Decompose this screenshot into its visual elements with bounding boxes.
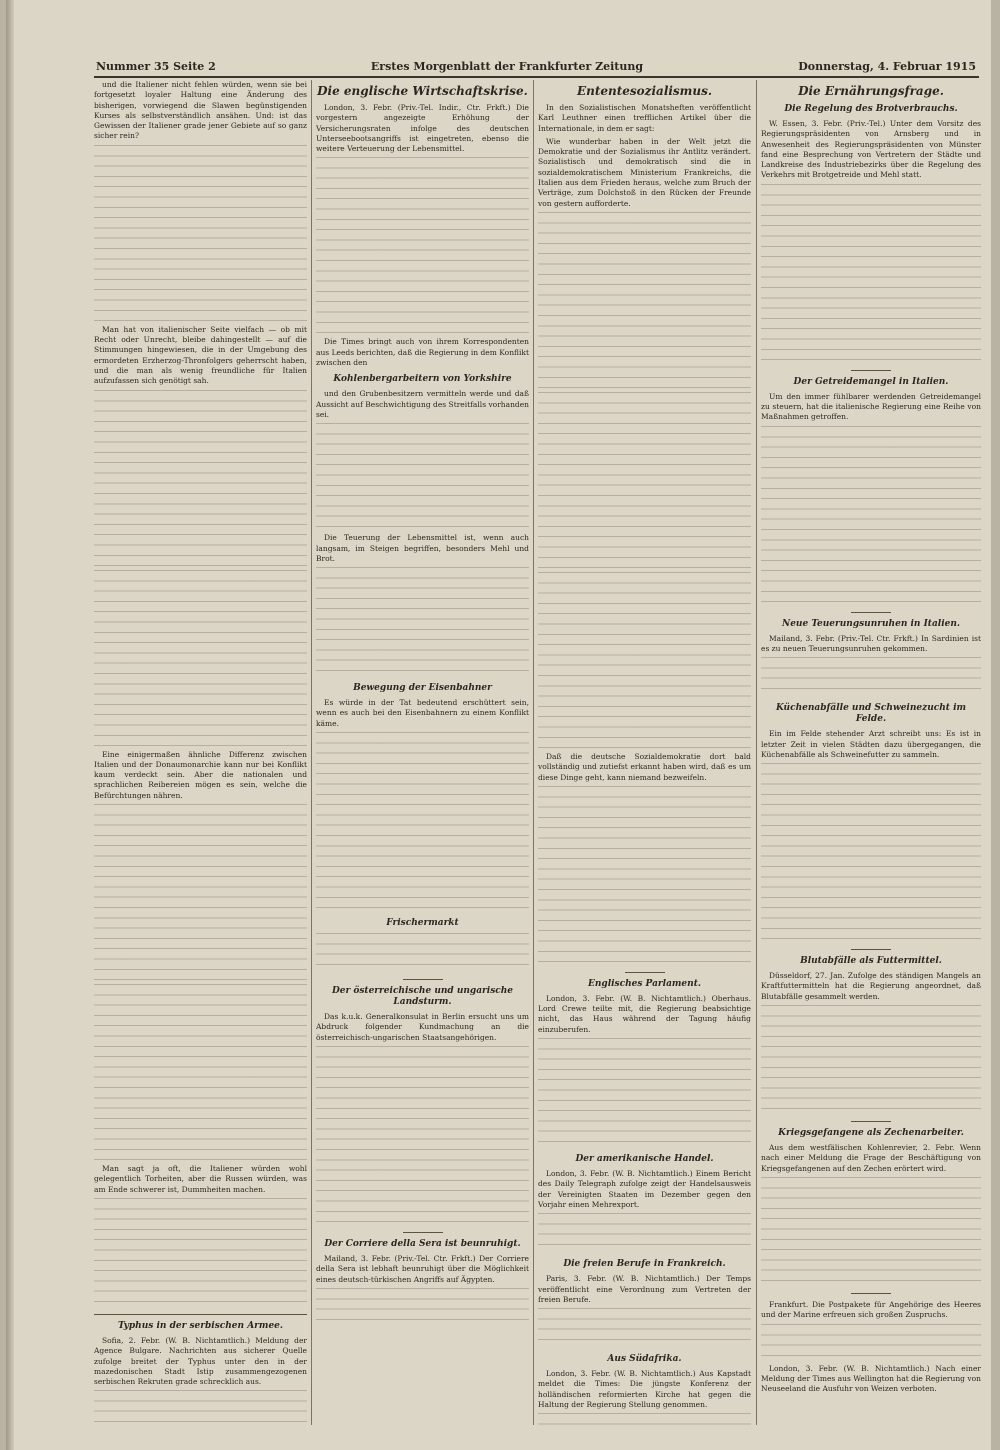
- article-paragraph: und den Grubenbesitzern vermitteln werde und daß Aussicht auf Beschwichtigung des Streitfalls vorhanden sei.: [316, 389, 529, 419]
- column-4: [761, 80, 981, 1425]
- article-paragraph: Wie wunderbar haben in der Welt jetzt die Demokratie und der Sozialismus ihr Antlitz verändert. Sozialistisch und demokratisch sind die in sozialdemokratischem Ministerium Frankreichs, die Italien aus dem Frieden heraus, welche zum Bruch der Verträge, zum Dolchstoß in den Rücken der Freunde von gestern aufforderte.: [538, 136, 751, 208]
- article-rule: [851, 370, 891, 371]
- page-header: [96, 58, 976, 74]
- subheading-markt: Frischermarkt: [386, 918, 459, 929]
- text-block: [761, 184, 981, 364]
- headline-corriere: Der Corriere della Sera ist beunruhigt.: [324, 1238, 521, 1249]
- article-paragraph: London, 3. Febr. (W. B. Nichtamtlich.) Einem Bericht des Daily Telegraph zufolge zeigt der Handelsausweis der Vereinigten Staaten im Dezember gegen den Vorjahr einen Mehrexport.: [538, 1169, 751, 1209]
- article-rule: [625, 972, 665, 973]
- article-paragraph: London, 3. Febr. (W. B. Nichtamtlich.) Nach einer Meldung der Times aus Wellington hat die Regierung von Neuseeland die Ausfuhr von Weizen verboten.: [761, 1363, 981, 1394]
- article-paragraph: In den Sozialistischen Monatsheften veröffentlicht Karl Leuthner einen trefflichen Artikel über die Internationale, in dem er sagt:: [538, 103, 751, 133]
- text-block: [94, 1390, 307, 1425]
- text-block: [538, 392, 751, 572]
- headline-ententesozialismus: Ententesozialismus.: [576, 84, 713, 98]
- article-paragraph: London, 3. Febr. (W. B. Nichtamtlich.) Oberhaus. Lord Crewe teilte mit, die Regierung beabsichtige nicht, das Haus während der Tagung häufig einzuberufen.: [538, 993, 751, 1034]
- column-1: [94, 80, 307, 1425]
- text-block: [761, 1324, 981, 1364]
- article-paragraph: Mailand, 3. Febr. (Priv.-Tel. Ctr. Frkft.) In Sardinien ist es zu neuen Teuerungsunruhen gekommen.: [761, 633, 981, 653]
- article-paragraph: Die Teuerung der Lebensmittel ist, wenn auch langsam, im Steigen begriffen, besonders Mehl und Brot.: [316, 533, 529, 563]
- text-block: [761, 1177, 981, 1287]
- text-block: [761, 1005, 981, 1115]
- headline-blutabfaelle: Blutabfälle als Futtermittel.: [800, 956, 942, 967]
- subheading-eisenbahner: Bewegung der Eisenbahner: [353, 683, 492, 694]
- header-rule: [94, 76, 979, 78]
- article-rule: [851, 612, 891, 613]
- article-paragraph: Die Times bringt auch von ihrem Korrespondenten aus Leeds berichten, daß die Regierung in dem Konflikt zwischen den: [316, 337, 529, 368]
- text-block: [316, 732, 529, 912]
- article-paragraph: Ein im Felde stehender Arzt schreibt uns: Es ist in letzter Zeit in vielen Städten dazu übergegangen, die Küchenabfälle als Schweinefutter zu sammeln.: [761, 729, 981, 759]
- text-block: [94, 804, 307, 984]
- article-paragraph: Es würde in der Tat bedeutend erschüttert sein, wenn es auch bei den Eisenbahnern zu einem Konflikt käme.: [316, 698, 529, 728]
- headline-landsturm: Der österreichische und ungarische Landsturm.: [331, 986, 514, 1008]
- column-3: [538, 80, 751, 1425]
- headline-teuerungsunruhen: Neue Teuerungsunruhen in Italien.: [781, 618, 961, 629]
- article-paragraph: und die Italiener nicht fehlen würden, wenn sie bei fortgesetzt loyaler Haltung eine Änderung des bisherigen, vorwiegend die Slawen begünstigenden Kurses als selbstverständlich ansähen. Und: ist das Gewissen der Italiener grade jener Gebiete auf so ganz sicher rein?: [94, 80, 307, 141]
- article-paragraph: Man hat von italienischer Seite vielfach — ob mit Recht oder Unrecht, bleibe dahingestellt — auf die Stimmungen hingewiesen, die in der Umgebung des ermordeten Erzherzog-Thronfolgers geherrscht haben, und die man als wenig freundliche für Italien aufzufassen sich genötigt sah.: [94, 324, 307, 386]
- article-rule: [851, 949, 891, 950]
- text-block: [316, 157, 529, 337]
- text-block: [316, 423, 529, 533]
- article-paragraph: Paris, 3. Febr. (W. B. Nichtamtlich.) Der Temps veröffentlicht eine Verordnung zum Vertreten der freien Berufe.: [538, 1274, 751, 1304]
- text-block: [94, 570, 307, 750]
- article-paragraph: Aus dem westfälischen Kohlenrevier, 2. Febr. Wenn nach einer Meldung die Frage der Beschäftigung von Kriegsgefangenen auf den Zechen erörtert wird.: [761, 1143, 981, 1173]
- text-block: [94, 390, 307, 570]
- headline-parlament: Englisches Parlament.: [588, 978, 701, 989]
- headline-suedafrika: Aus Südafrika.: [607, 1354, 682, 1365]
- column-divider: [311, 80, 312, 1425]
- column-2: [316, 80, 529, 1425]
- text-block: [94, 984, 307, 1164]
- text-block: [761, 763, 981, 943]
- text-block: [94, 1198, 307, 1308]
- headline-kuechenabfaelle: Küchenabfälle und Schweinezucht im Felde.: [775, 703, 967, 725]
- text-block: [538, 572, 751, 752]
- article-rule: [94, 1314, 307, 1315]
- article-paragraph: London, 3. Febr. (Priv.-Tel. Indir., Ctr. Frkft.) Die vorgestern angezeigte Erhöhung der Versicherungsraten infolge des deutschen Unterseebootsangriffs ist eingetreten, ebenso die weitere Verteuerung der Lebensmittel.: [316, 103, 529, 154]
- headline-handel: Der amerikanische Handel.: [575, 1154, 714, 1165]
- article-paragraph: W. Essen, 3. Febr. (Priv.-Tel.) Unter dem Vorsitz des Regierungspräsidenten von Arnsberg und in Anwesenheit des Regierungspräsidenten von Münster fand eine Besprechung von Vertretern der Städte und Landkreise des Industriebezirks über die Regelung des Verkehrs mit Brotgetreide und Mehl statt.: [761, 119, 981, 180]
- text-block: [316, 933, 529, 973]
- headline-typhus: Typhus in der serbischen Armee.: [117, 1320, 284, 1331]
- text-block: [538, 1213, 751, 1253]
- page-edge: [6, 0, 14, 1450]
- text-block: [538, 1413, 751, 1425]
- article-paragraph: Man sagt ja oft, die Italiener würden wohl gelegentlich Torheiten, aber die Russen würden, was am Ende schwerer ist, Dummheiten machen.: [94, 1164, 307, 1194]
- text-block: [538, 1038, 751, 1148]
- headline-kriegsgefangene: Kriegsgefangene als Zechenarbeiter.: [778, 1128, 964, 1139]
- article-paragraph: Sofia, 2. Febr. (W. B. Nichtamtlich.) Meldung der Agence Bulgare. Nachrichten aus sicherer Quelle zufolge breitet der Typhus unter den in der mazedonischen Stadt Istip zusammengezogenen serbischen Rekruten grade schrecklich aus.: [94, 1335, 307, 1387]
- article-paragraph: Düsseldorf, 27. Jan. Zufolge des ständigen Mangels an Kraftfuttermitteln hat die Regierung angeordnet, daß Blutabfälle gesammelt werden.: [761, 971, 981, 1001]
- article-rule: [403, 979, 443, 980]
- headline-ernaehrungsfrage: Die Ernährungsfrage.: [798, 84, 944, 98]
- column-divider: [756, 80, 757, 1425]
- text-block: [538, 1308, 751, 1348]
- text-block: [316, 1046, 529, 1226]
- article-paragraph: Das k.u.k. Generalkonsulat in Berlin ersucht uns um Abdruck folgender Kundmachung an die österreichisch-ungarischen Staatsangehörigen.: [316, 1012, 529, 1042]
- text-block: [94, 145, 307, 325]
- headline-berufe: Die freien Berufe in Frankreich.: [563, 1259, 726, 1270]
- text-block: [538, 212, 751, 392]
- subheading-kohlen: Kohlenbergarbeitern von Yorkshire: [333, 374, 512, 385]
- article-rule: [851, 1121, 891, 1122]
- text-block: [538, 786, 751, 966]
- text-block: [761, 657, 981, 697]
- newspaper-page: [6, 0, 991, 1450]
- article-paragraph: Um den immer fühlbarer werdenden Getreidemangel zu steuern, hat die italienische Regierung eine Reihe von Maßnahmen getroffen.: [761, 391, 981, 422]
- article-rule: [403, 1232, 443, 1233]
- header-masthead: Erstes Morgenblatt der Frankfurter Zeitung: [370, 59, 644, 73]
- article-paragraph: London, 3. Febr. (W. B. Nichtamtlich.) Aus Kapstadt meldet die Times: Die jüngste Konferenz der holländischen reformierten Kirche hat gegen die Haltung der Regierung Stellung genommen.: [538, 1369, 751, 1410]
- header-page-number: Nummer 35 Seite 2: [96, 59, 216, 73]
- article-paragraph: Mailand, 3. Febr. (Priv.-Tel. Ctr. Frkft.) Der Corriere della Sera ist lebhaft beunruhigt über die Möglichkeit eines deutsch-türkischen Angriffs auf Ägypten.: [316, 1253, 529, 1284]
- article-paragraph: Daß die deutsche Sozialdemokratie dort bald vollständig und zutiefst erkannt haben wird, daß es um diese Dinge geht, kann niemand bezweifeln.: [538, 751, 751, 782]
- header-date: Donnerstag, 4. Februar 1915: [798, 59, 976, 73]
- text-block: [761, 426, 981, 606]
- column-divider: [533, 80, 534, 1425]
- headline-wirtschaftskrise: Die englische Wirtschaftskrise.: [317, 84, 528, 98]
- headline-getreidemangel: Der Getreidemangel in Italien.: [793, 376, 949, 387]
- article-rule: [851, 1293, 891, 1294]
- text-block: [316, 567, 529, 677]
- subheading-brotverbrauch: Die Regelung des Brotverbrauchs.: [784, 104, 958, 114]
- article-paragraph: Frankfurt. Die Postpakete für Angehörige des Heeres und der Marine erfreuen sich großen Zuspruchs.: [761, 1299, 981, 1320]
- article-paragraph: Eine einigermaßen ähnliche Differenz zwischen Italien und der Donaumonarchie kann nur bei Konflikt kaum verdeckt sein. Aber die nationalen und sprachlichen Reibereien mögen es sein, welche die Befürchtungen nähren.: [94, 749, 307, 800]
- text-block: [316, 1288, 529, 1328]
